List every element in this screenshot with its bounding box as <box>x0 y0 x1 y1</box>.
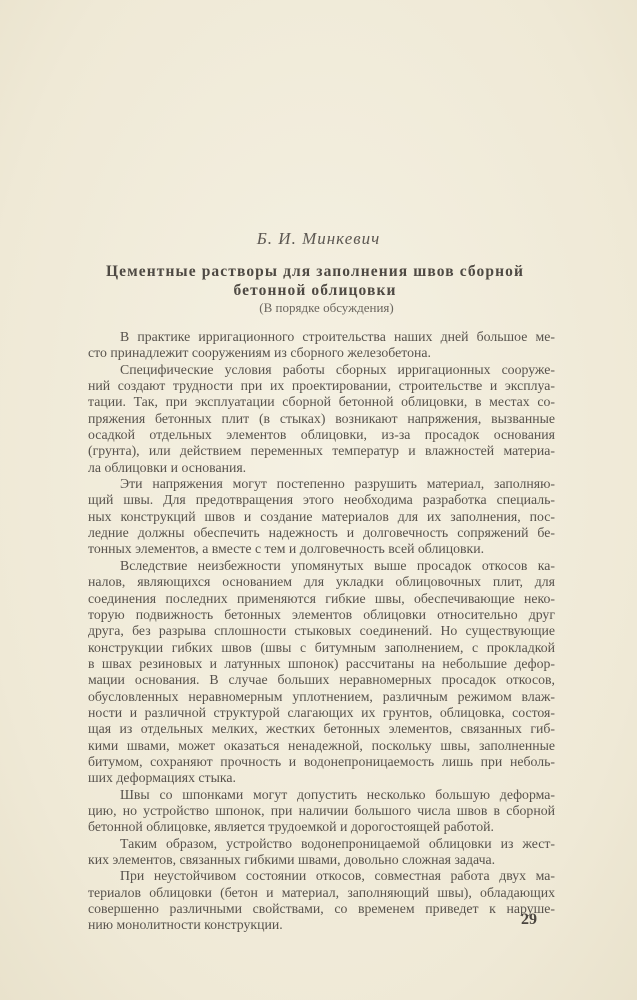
text-line: нию монолитности конструкции. <box>88 917 283 933</box>
text-line: мации основания. В случае больших неравномерных просадок откосов, <box>88 672 555 688</box>
text-line: В практике ирригационного строительства наших дней большое ме- <box>120 329 555 344</box>
title-line: бетонной облицовки <box>233 282 397 299</box>
paragraph <box>88 558 555 787</box>
text-line: соединения последних применяются гибкие швы, обеспечивающие неко- <box>88 590 555 606</box>
paragraph <box>88 329 555 362</box>
text-line: тонных элементов, а вместе с тем и долговечность всей облицовки. <box>88 541 485 557</box>
text-line: битумом, сохраняют прочность и водонепроницаемость лишь при неболь- <box>88 753 555 769</box>
text-line: Швы со шпонками могут допустить несколько большую деформа- <box>120 786 555 802</box>
text-line: бетонной облицовке, является трудоемкой и дорогостоящей работой. <box>88 819 494 835</box>
text-line: Эти напряжения могут постепенно разрушить материал, заполняю- <box>120 476 555 492</box>
text-line: торую подвижность бетонных элементов облицовки относительно друг <box>88 606 555 622</box>
text-line: цию, но устройство шпонок, при наличии большого числа швов в сборной <box>88 802 555 818</box>
text-line: ний создают трудности при их проектировании, строительстве и эксплуа- <box>88 378 555 394</box>
text-line: налов, являющихся основанием для укладки облицовочных плит, для <box>88 574 555 590</box>
paragraph <box>88 836 555 869</box>
text-line: При неустойчивом состоянии откосов, совместная работа двух ма- <box>120 868 555 884</box>
text-line: тации. Так, при эксплуатации сборной бетонной облицовки, в местах со- <box>88 394 555 410</box>
title-line: Цементные растворы для заполнения швов сборной <box>105 263 524 280</box>
article-subtitle: (В порядке обсуждения) <box>259 300 394 315</box>
text-line: щая из отдельных мелких, жестких бетонных элементов, связанных гиб- <box>88 721 555 737</box>
text-line: териалов облицовки (бетон и материал, заполняющий швы), обладающих <box>88 884 555 900</box>
paragraph <box>88 868 555 933</box>
paragraph <box>88 362 555 476</box>
text-line: щий швы. Для предотвращения этого необходима разработка специаль- <box>88 492 555 508</box>
text-line: конструкции гибких швов (швы с битумным заполнением, с прокладкой <box>88 639 555 655</box>
text-line: (грунта), или действием переменных температур и влажностей материа- <box>88 443 555 459</box>
text-line: сто принадлежит сооружениям из сборного железобетона. <box>88 345 431 361</box>
text-line: ких элементов, связанных гибкими швами, довольно сложная задача. <box>88 852 496 867</box>
text-line: ных конструкций швов и создание материалов для их заполнения, пос- <box>88 508 555 524</box>
text-line: друга, без разрыва сплошности стыковых соединений. Но существующие <box>88 623 555 639</box>
text-line: в швах резиновых и латунных шпонок) рассчитаны на небольшие дефор- <box>88 655 555 671</box>
article-title <box>80 262 550 300</box>
text-line: ших деформациях стыка. <box>88 770 236 786</box>
text-line: ла облицовки и основания. <box>88 459 247 475</box>
text-line: ледние должны обеспечить надежность и долговечность сопряжений бе- <box>88 525 555 541</box>
text-line: Специфические условия работы сборных ирригационных сооруже- <box>120 361 555 377</box>
text-line: Вследствие неизбежности упомянутых выше просадок откосов ка- <box>120 557 555 573</box>
paragraph <box>88 476 555 558</box>
article-body <box>88 329 555 934</box>
text-line: пряжения бетонных плит (в стыках) возникают напряжения, вызванные <box>88 410 555 426</box>
text-line: ности и различной структурой слагающих их грунтов, облицовка, состоя- <box>88 704 555 720</box>
paragraph <box>88 787 555 836</box>
text-line: осадкой отдельных элементов облицовки, из-за просадок основания <box>88 427 555 443</box>
text-line: обусловленных неравномерным уплотнением, различным режимом влаж- <box>88 688 555 704</box>
text-line: Таким образом, устройство водонепроницаемой облицовки из жест- <box>120 835 555 851</box>
author-name: Б. И. Минкевич <box>256 229 381 248</box>
page-number: 29 <box>521 911 537 928</box>
text-line: кими швами, может оказаться ненадежной, поскольку швы, заполненные <box>88 737 555 753</box>
text-line: совершенно различными свойствами, со временем приведет к наруше- <box>88 901 555 917</box>
